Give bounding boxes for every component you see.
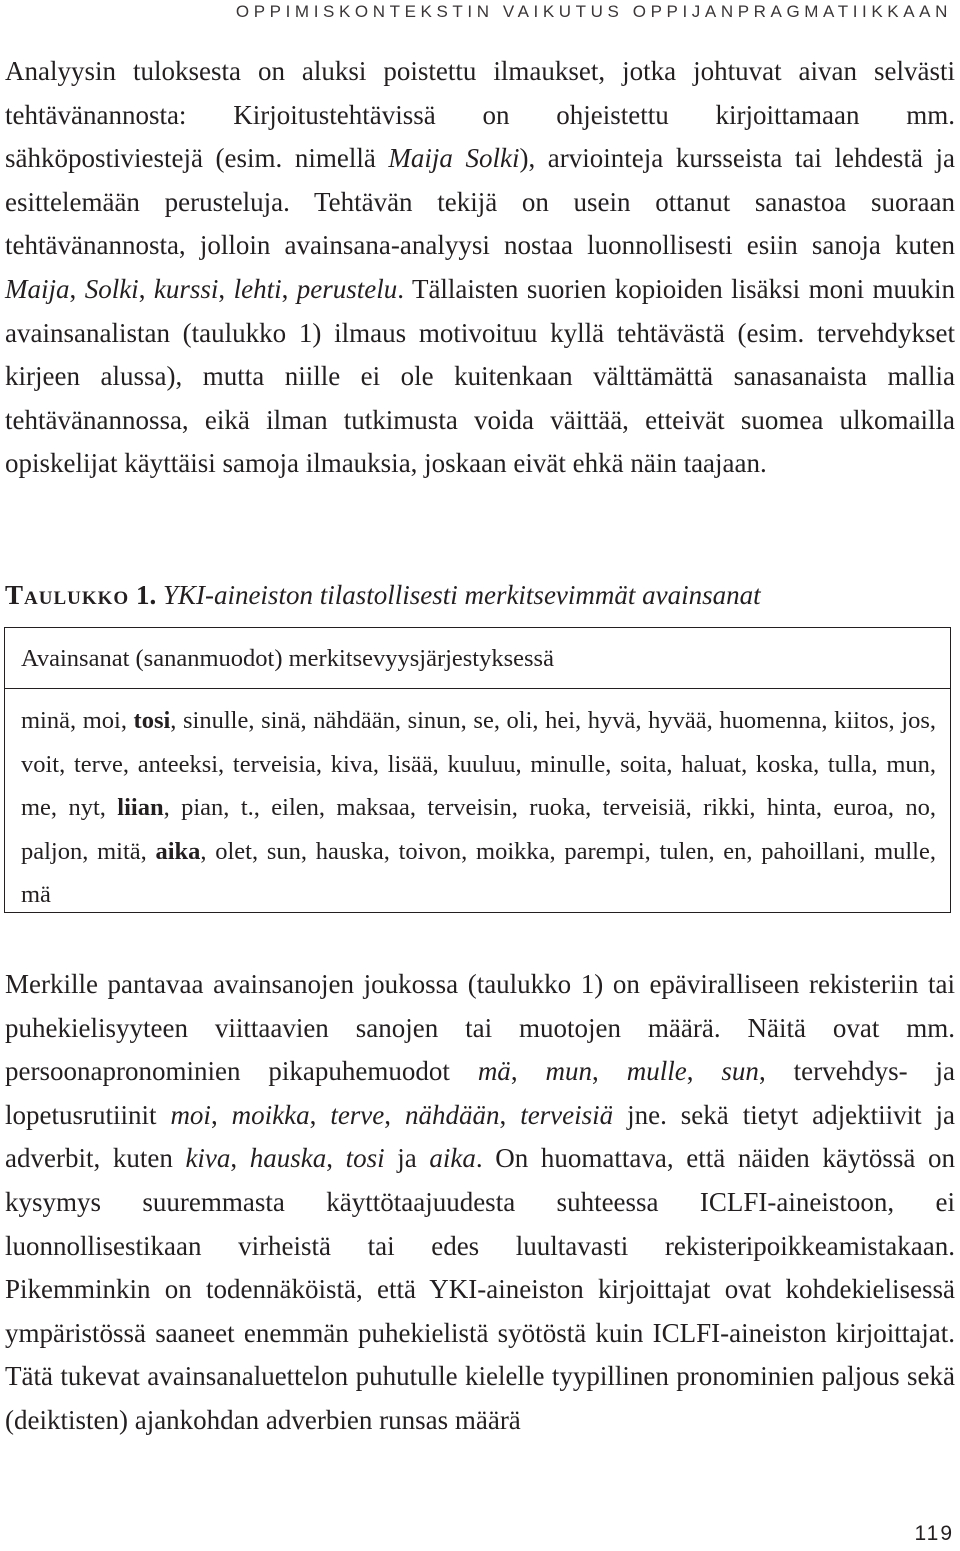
italic-term: lehti — [233, 273, 282, 304]
italic-term: Maija Solki — [388, 143, 520, 174]
text-run: ja — [384, 1143, 430, 1174]
italic-term: terveisiä — [520, 1099, 614, 1130]
separator: , — [138, 273, 154, 304]
italic-term: moikka — [231, 1099, 310, 1130]
text-run: . On huomattava, että näiden käytössä on kysymys suuremmasta käyttötaajuudesta suhteessa ICLFI-aineistoon, ei luonnollisestikaan virheistä tai edes luultavasti rekisteripoikkeamistakaan. Pikemminkin on todennäköistä, että YKI-aineiston kirjoittajat ovat kohdekielisessä ympäristössä saaneet enemmän puhekielistä syötöstä kuin ICLFI-aineiston kirjoittajat. Tätä tukevat avainsanaluettelon puhutulle kielelle tyypillinen pronominien paljous sekä (deiktisten) ajankohdan adverbien runsas määrä — [5, 1143, 956, 1435]
keyword-run: , sinulle, sinä, nähdään, sinun, se, oli, hei, hyvä, hyvää, huomenna, kiitos, jos, voit, terve, anteeksi, terveisia, kiva, lisää, kuuluu, minulle, soita, haluat, koska, tulla, mun, me, nyt, — [21, 707, 936, 821]
separator: , — [510, 1056, 546, 1087]
italic-term: nähdään — [404, 1099, 500, 1130]
paragraph-keyword-analysis — [5, 50, 955, 486]
separator: , — [309, 1099, 331, 1130]
italic-term: Solki — [84, 273, 139, 304]
italic-term: sun — [721, 1056, 759, 1087]
italic-term: kurssi — [153, 273, 219, 304]
separator: , — [210, 1099, 232, 1130]
table-caption-title: YKI-aineiston tilastollisesti merkitsevimmät avainsanat — [162, 580, 761, 610]
text-run: jne. sekä tietyt adjektiivit ja adverbit, kuten — [5, 1099, 956, 1174]
italic-term: mulle — [626, 1056, 687, 1087]
separator: , — [218, 273, 234, 304]
italic-term: kiva — [185, 1143, 231, 1174]
page-number: 119 — [914, 1522, 954, 1545]
bold-keyword: tosi — [133, 707, 171, 734]
italic-term: perustelu — [296, 273, 398, 304]
separator: , — [686, 1056, 722, 1087]
bold-keyword: aika — [155, 837, 201, 865]
bold-keyword: liian — [117, 794, 164, 821]
keyword-table — [4, 627, 951, 913]
table-keyword-list — [5, 689, 950, 917]
italic-term: mä — [477, 1056, 511, 1087]
table-column-header: Avainsanat (sananmuodot) merkitsevyysjärjestyksessä — [5, 628, 950, 689]
italic-term: aika — [429, 1143, 476, 1174]
italic-term: terve — [330, 1099, 385, 1130]
keyword-run: , olet, sun, hauska, toivon, moikka, parempi, tulen, en, pahoillani, mulle, mä — [21, 837, 936, 908]
text-run: Merkille pantavaa avainsanojen joukossa (taulukko 1) on epäviralliseen rekisteriin tai puhekielisyyteen viittaavien sanojen tai muotojen määrä. Näitä ovat mm. persoonapronominien pikapuhemuodot — [5, 969, 955, 1087]
keyword-run: minä, moi, — [21, 707, 134, 734]
separator: , — [592, 1056, 627, 1087]
separator: , — [281, 273, 297, 304]
separator: , — [326, 1143, 346, 1174]
text-run: ), arviointeja kursseista tai lehdestä ja esittelemään perusteluja. Tehtävän tekijä on usein ottanut sanastoa suoraan tehtävänannosta, jolloin avainsana-analyysi nostaa luonnollisesti esiin sanoja kuten — [5, 143, 955, 261]
text-run: . Tällaisten suorien kopioiden lisäksi moni muukin avainsanalistan (taulukko 1) ilmaus motivoituu kyllä tehtävästä (esim. tervehdykset kirjeen alussa), mutta niille ei ole kuitenkaan välttämättä sanasanaista mallia tehtävänannossa, eikä ilman tutkimusta voida väittää, etteivät suomea ulkomailla opiskelijat käyttäisi samoja ilmauksia, joskaan eivät ehkä näin taajaan. — [5, 273, 956, 479]
keyword-run: , pian, t., eilen, maksaa, terveisin, ruoka, terveisiä, rikki, hinta, euroa, no, paljon, mitä, — [21, 794, 936, 865]
text-run: Analyysin tuloksesta on aluksi poistettu ilmaukset, jotka johtuvat aivan selvästi tehtävänannosta: Kirjoitustehtävissä on ohjeistettu kirjoittamaan mm. sähköpostiviestejä (esim. nimellä — [5, 56, 955, 174]
paragraph-register-discussion — [5, 963, 955, 1443]
italic-term: mun — [545, 1056, 593, 1087]
separator: , — [230, 1143, 250, 1174]
table-caption — [5, 573, 955, 617]
table-caption-number: 1. — [135, 580, 157, 610]
running-header: OPPIMISKONTEKSTIN VAIKUTUS OPPIJANPRAGMATIIKKAAN — [235, 2, 952, 21]
italic-term: moi — [170, 1099, 211, 1130]
separator: , — [69, 273, 85, 304]
separator: , — [384, 1099, 405, 1130]
table-caption-label: Taulukko — [5, 580, 130, 610]
italic-term: tosi — [345, 1143, 385, 1174]
separator: , — [499, 1099, 521, 1130]
text-run: , tervehdys- ja lopetusrutiinit — [5, 1056, 956, 1130]
italic-term: hauska — [249, 1143, 327, 1174]
italic-term: Maija — [5, 273, 70, 304]
